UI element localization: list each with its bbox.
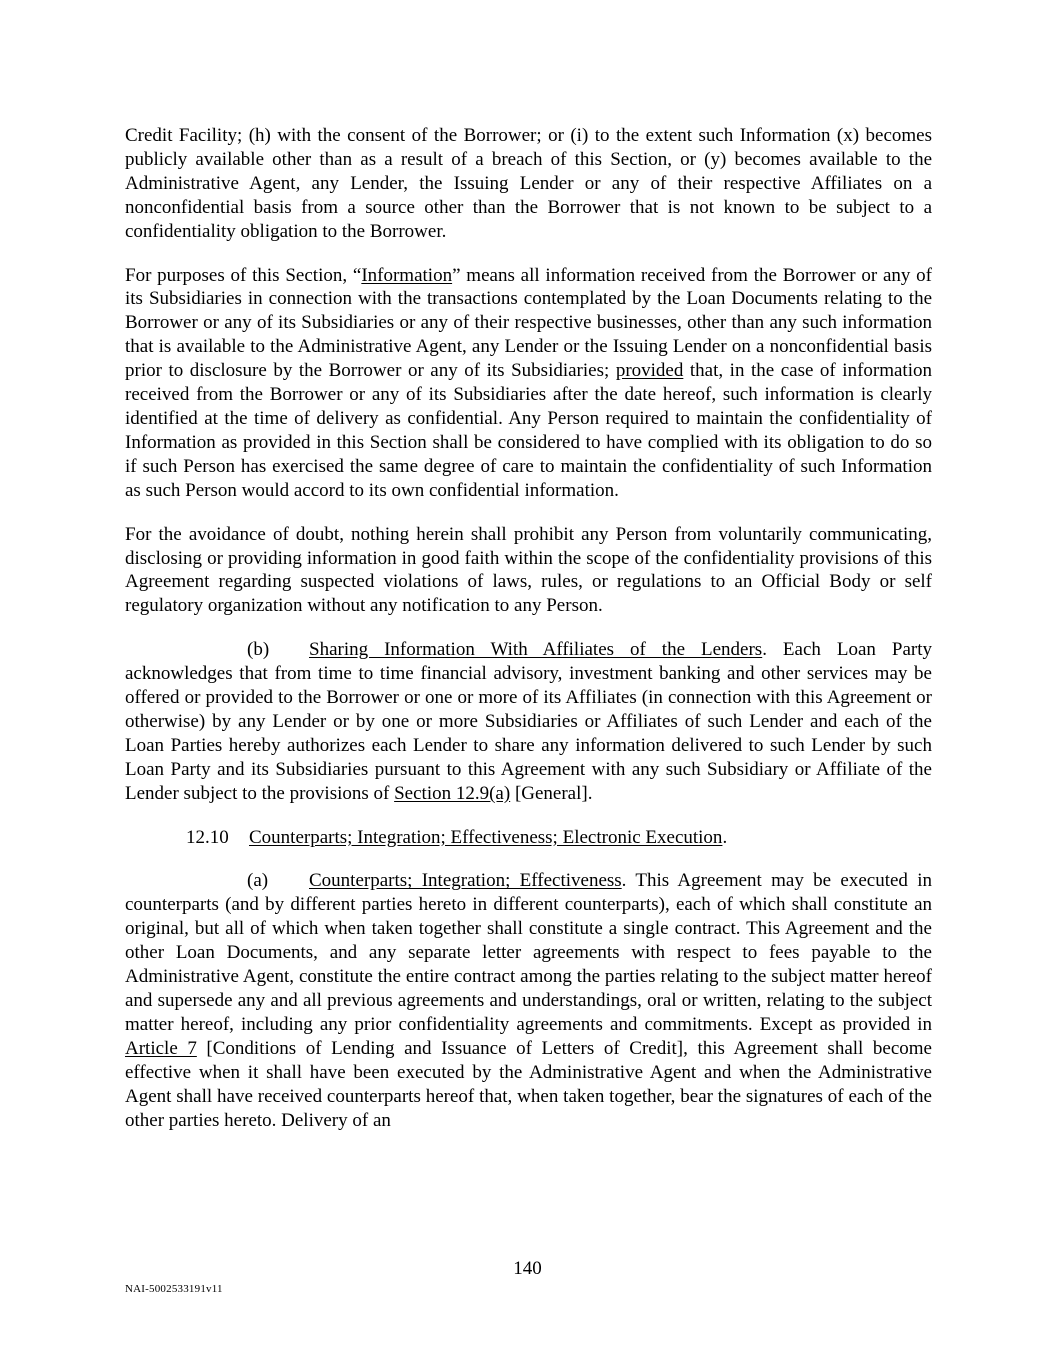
subsection-title: Sharing Information With Affiliates of the Lenders bbox=[309, 639, 763, 661]
text-run: [General]. bbox=[510, 782, 593, 804]
document-id: NAI-5002533191v11 bbox=[125, 1283, 223, 1295]
proviso-term: provided bbox=[615, 360, 684, 382]
text-run: that, in the case of information received from the Borrower or any of its Subsidiaries after the date hereof, such information is clearly identified at the time of delivery as confidential. Any Person required to maintain the confidentiality of Information as provided in this Section shall be considered to have complied with its obligation to do so if such Person has exercised the same degree of care to maintain the confidentiality of such Information as such Person would accord to its own confidential information. bbox=[125, 360, 932, 501]
paragraph-sharing-information bbox=[125, 638, 932, 805]
subsection-label: (a) bbox=[247, 870, 269, 892]
paragraph-counterparts bbox=[125, 869, 932, 1132]
paragraph-information-definition bbox=[125, 264, 932, 503]
text-run: . bbox=[722, 826, 728, 848]
section-number: 12.10 bbox=[186, 826, 229, 848]
cross-reference: Article 7 bbox=[125, 1037, 197, 1059]
defined-term-information: Information bbox=[361, 264, 453, 286]
cross-reference: Section 12.9(a) bbox=[394, 782, 511, 804]
text-run: [Conditions of Lending and Issuance of Letters of Credit], this Agreement shall become effective when it shall have been executed by the Administrative Agent and when the Administrative Agent shall have received counterparts hereof that, when taken together, bear the signatures of each of the other parties hereto. Delivery of an bbox=[125, 1037, 932, 1131]
subsection-label: (b) bbox=[247, 639, 270, 661]
subsection-indent bbox=[125, 870, 247, 891]
paragraph-avoidance-of-doubt: For the avoidance of doubt, nothing herein shall prohibit any Person from voluntarily communicating, disclosing or providing information in good faith within the scope of the confidentiality provisions of this Agreement regarding suspected violations of laws, rules, or regulations to an Official Body or self regulatory organization without any notification to any Person. bbox=[125, 523, 932, 617]
text-run: ” means all information received from the Borrower or any of its Subsidiaries in connection with the transactions contemplated by the Loan Documents relating to the Borrower or any of its Subsidiaries or any of their respective businesses, other than any such information that is available to the Administrative Agent, any Lender or the Issuing Lender on a nonconfidential basis prior to disclosure by the Borrower or any of its Subsidiaries; bbox=[125, 264, 932, 382]
page-number: 140 bbox=[513, 1258, 542, 1279]
section-title: Counterparts; Integration; Effectiveness; Electronic Execution bbox=[249, 826, 723, 848]
text-run: . Each Loan Party acknowledges that from time to time financial advisory, investment banking and other services may be offered or provided to the Borrower or one or more of its Affiliates (in connection with this Agreement or otherwise) by any Lender or by one or more Subsidiaries or Affiliates of such Lender and each of the Loan Parties hereby authorizes each Lender to share any information delivered to such Lender by such Loan Party and its Subsidiaries pursuant to this Agreement with any such Subsidiary or Affiliate of the Lender subject to the provisions of bbox=[125, 639, 932, 804]
section-heading bbox=[125, 826, 932, 850]
text-run: For purposes of this Section, “ bbox=[125, 264, 362, 286]
text-run: . This Agreement may be executed in counterparts (and by different parties hereto in different counterparts), each of which shall constitute an original, but all of which when taken together shall constitute a single contract. This Agreement and the other Loan Documents, and any separate letter agreements with respect to fees payable to the Administrative Agent, constitute the entire contract among the parties relating to the subject matter hereof and supersede any and all previous agreements and understandings, oral or written, relating to the subject matter hereof, including any prior confidentiality agreements and commitments. Except as provided in bbox=[125, 870, 932, 1035]
subsection-indent bbox=[125, 639, 247, 660]
document-page bbox=[125, 124, 932, 1152]
subsection-title: Counterparts; Integration; Effectiveness bbox=[309, 870, 622, 892]
paragraph-confidentiality-exceptions: Credit Facility; (h) with the consent of the Borrower; or (i) to the extent such Information (x) becomes publicly available other than as a result of a breach of this Section, or (y) becomes available to the Administrative Agent, any Lender, the Issuing Lender or any of their respective Affiliates on a nonconfidential basis from a source other than the Borrower that is not known to be subject to a confidentiality obligation to the Borrower. bbox=[125, 125, 932, 242]
